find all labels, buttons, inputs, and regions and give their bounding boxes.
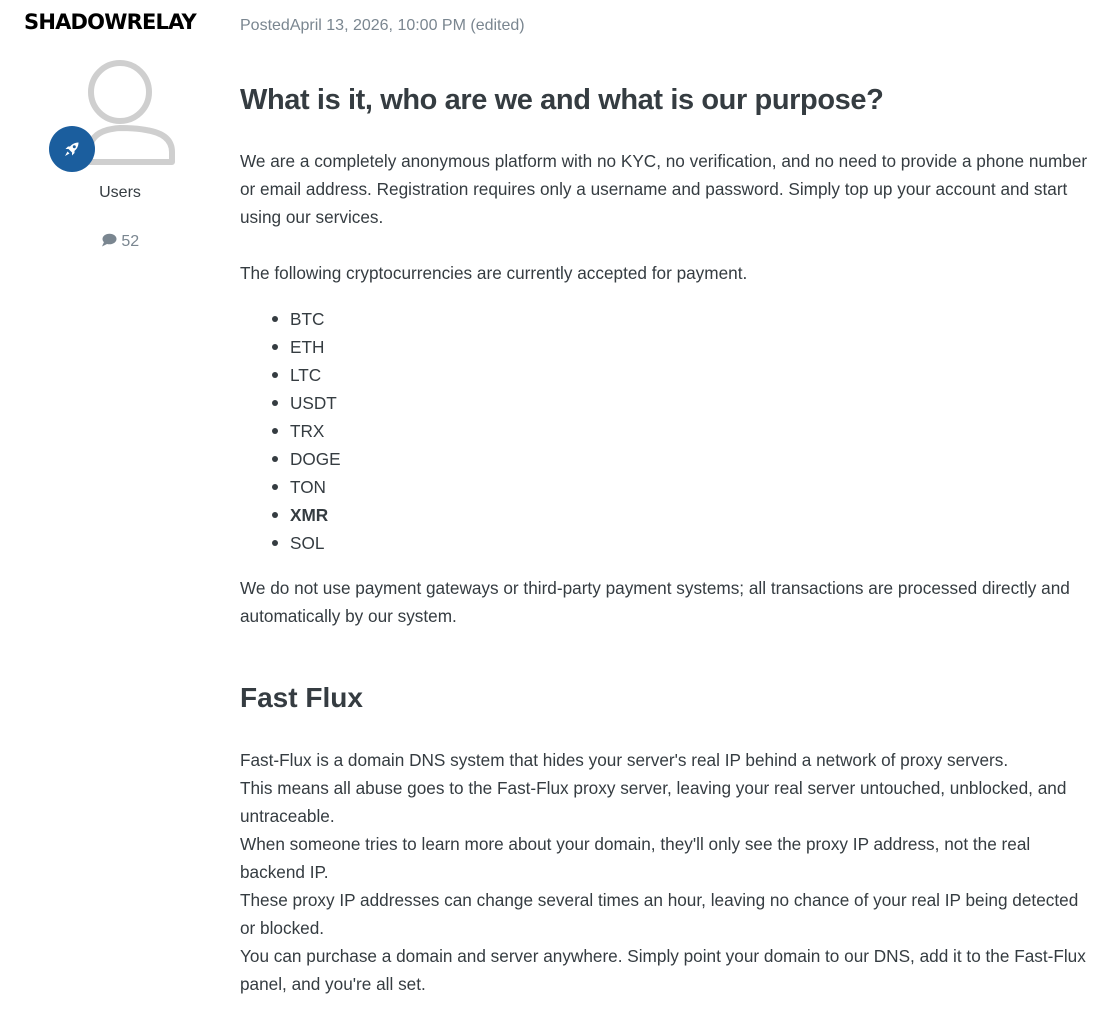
fastflux-paragraph: When someone tries to learn more about your domain, they'll only see the proxy IP address, not the real backend IP. (240, 834, 1031, 882)
list-item: LTC (270, 361, 341, 389)
speech-bubble-icon (101, 233, 121, 250)
payment-note-paragraph: We do not use payment gateways or third-party payment systems; all transactions are processed directly and automatically by our system. (240, 578, 1070, 626)
post-timestamp[interactable]: PostedApril 13, 2026, 10:00 PM (edited) (240, 17, 525, 34)
list-item: BTC (270, 305, 341, 333)
fastflux-paragraph: You can purchase a domain and server anywhere. Simply point your domain to our DNS, add it to the Fast-Flux panel, and you're all set. (240, 946, 1086, 994)
list-item: ETH (270, 333, 341, 361)
fastflux-paragraph: This means all abuse goes to the Fast-Flux proxy server, leaving your real server untouched, unblocked, and untraceable. (240, 778, 1067, 826)
rocket-icon (49, 126, 95, 172)
intro-paragraph: We are a completely anonymous platform with no KYC, no verification, and no need to provide a phone number or email address. Registration requires only a username and password. Simply top up your account and start using our services. (240, 151, 1088, 227)
currency-list (270, 305, 341, 557)
list-item: SOL (270, 529, 341, 557)
author-group: Users (99, 184, 141, 201)
author-post-count[interactable] (0, 233, 240, 251)
list-item: DOGE (270, 445, 341, 473)
section-heading: Fast Flux (240, 682, 363, 713)
fastflux-paragraph: These proxy IP addresses can change several times an hour, leaving no chance of your real IP being detected or blocked. (240, 890, 1079, 938)
list-item: XMR (270, 501, 341, 529)
post-count-value: 52 (121, 233, 140, 250)
crypto-intro-paragraph: The following cryptocurrencies are currently accepted for payment. (240, 263, 748, 283)
list-item: TRX (270, 417, 341, 445)
post-heading: What is it, who are we and what is our purpose? (240, 84, 884, 116)
author-username[interactable]: SHADOWRELAY (24, 10, 196, 34)
list-item: TON (270, 473, 341, 501)
fastflux-paragraph: Fast-Flux is a domain DNS system that hides your server's real IP behind a network of proxy servers. (240, 750, 1009, 770)
list-item: USDT (270, 389, 341, 417)
